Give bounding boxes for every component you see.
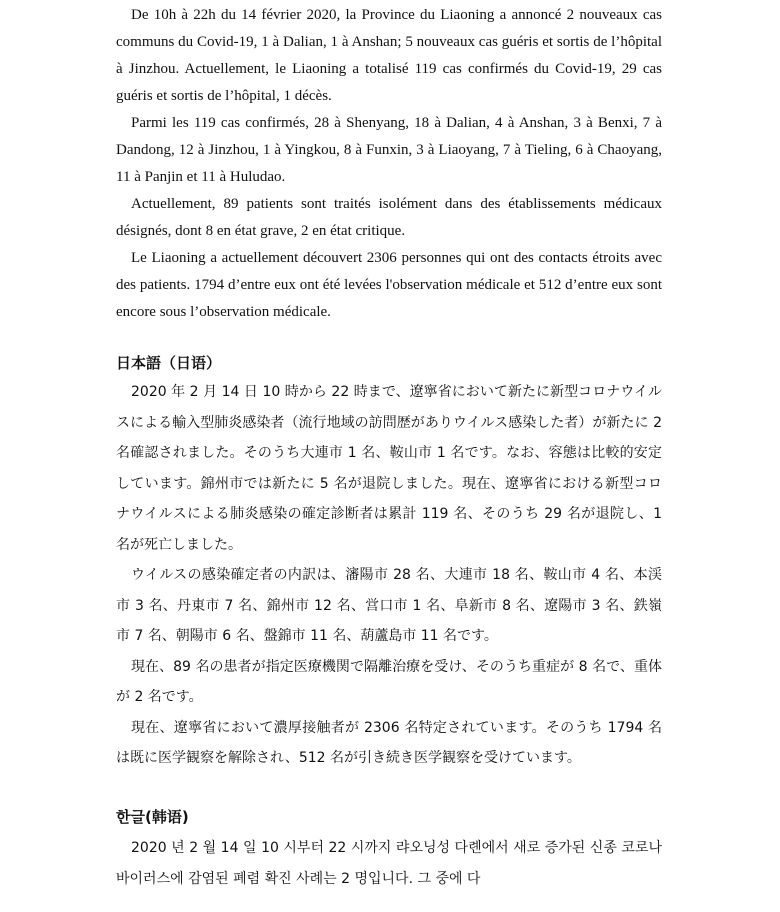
document-body [116, 2, 662, 895]
paragraph: ウイルスの感染確定者の内訳は、瀋陽市 28 名、大連市 18 名、鞍山市 4 名、本渓市 3 名、丹東市 7 名、錦州市 12 名、営口市 1 名、阜新市 8 名、遼陽市 3 名、鉄嶺市 7 名、朝陽市 6 名、盤錦市 11 名、葫蘆島市 11 名です。 [116, 567, 662, 644]
section-french [116, 2, 662, 326]
paragraph: Le Liaoning a actuellement découvert 2306 personnes qui ont des contacts étroits avec des patients. 1794 d’entre eux ont été levées l'observation médicale et 512 d’entre eux sont encore sous l’observation médicale. [116, 250, 662, 320]
section-heading-korean: 한글(韩语) [116, 807, 189, 826]
paragraph: 2020 년 2 월 14 일 10 시부터 22 시까지 랴오닝성 다롄에서 새로 증가된 신종 코로나바이러스에 감염된 폐렴 확진 사례는 2 명입니다. 그 중에 다 [116, 839, 662, 887]
section-japanese [116, 352, 662, 774]
paragraph: Actuellement, 89 patients sont traités isolément dans des établissements médicaux désignés, dont 8 en état grave, 2 en état critique. [116, 196, 662, 239]
paragraph: 2020 年 2 月 14 日 10 時から 22 時まで、遼寧省において新たに新型コロナウイルスによる輸入型肺炎感染者（流行地域の訪問歴がありウイルス感染した者）が新たに 2 名確認されました。そのうち大連市 1 名、鞍山市 1 名です。なお、容態は比較的安定しています。錦州市では新たに 5 名が退院しました。現在、遼寧省における新型コロナウイルスによる肺炎感染の確定診断者は累計 119 名、そのうち 29 名が退院し、1 名が死亡しました。 [116, 384, 662, 553]
section-heading-japanese: 日本語（日语） [116, 354, 222, 372]
paragraph: 現在、遼寧省において濃厚接触者が 2306 名特定されています。そのうち 1794 名は既に医学観察を解除され、512 名が引き続き医学観察を受けています。 [116, 719, 662, 766]
paragraph: Parmi les 119 cas confirmés, 28 à Shenyang, 18 à Dalian, 4 à Anshan, 3 à Benxi, 7 à Dandong, 12 à Jinzhou, 1 à Yingkou, 8 à Funxin, 3 à Liaoyang, 7 à Tieling, 6 à Chaoyang, 11 à Panjin et 11 à Huludao. [116, 115, 662, 185]
paragraph: De 10h à 22h du 14 février 2020, la Province du Liaoning a annoncé 2 nouveaux cas communs du Covid-19, 1 à Dalian, 1 à Anshan; 5 nouveaux cas guéris et sortis de l’hôpital à Jinzhou. Actuellement, le Liaoning a totalisé 119 cas confirmés du Covid-19, 29 cas guéris et sortis de l’hôpital, 1 décès. [116, 7, 662, 104]
paragraph: 現在、89 名の患者が指定医療機関で隔離治療を受け、そのうち重症が 8 名で、重体が 2 名です。 [116, 658, 662, 705]
section-korean [116, 806, 662, 895]
